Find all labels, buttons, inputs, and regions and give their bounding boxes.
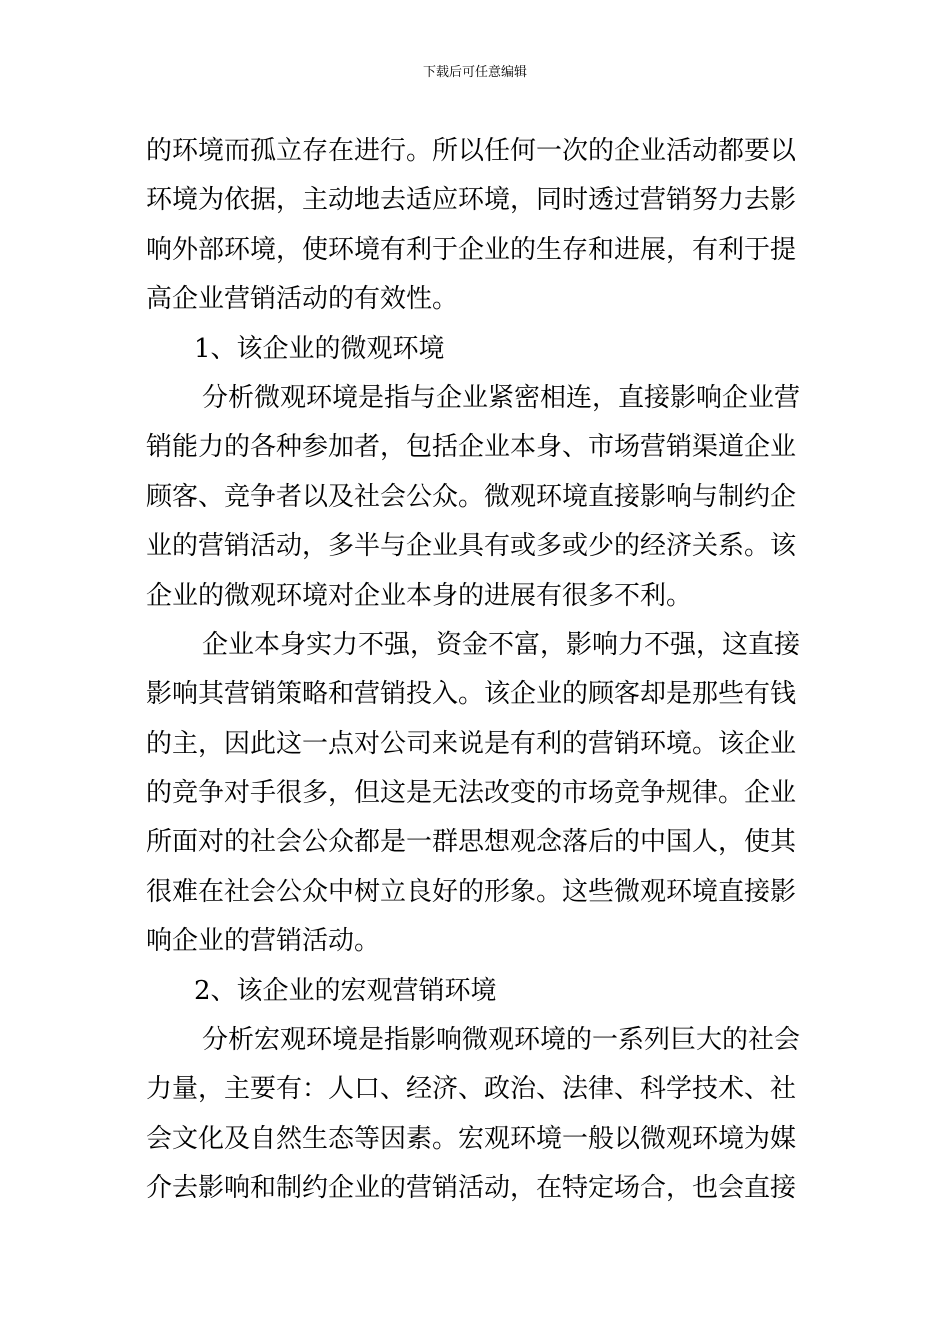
text-line: 企业的微观环境对企业本身的进展有很多不利。 [146, 580, 693, 611]
text-line: 销能力的各种参加者，包括企业本身、市场营销渠道企业 [146, 432, 797, 463]
text-line: 响外部环境，使环境有利于企业的生存和进展，有利于提 [146, 234, 797, 265]
text-line: 企业本身实力不强，资金不富，影响力不强，这直接 [202, 629, 801, 660]
text-line: 高企业营销活动的有效性。 [146, 284, 459, 315]
section-heading: 1、该企业的微观环境 [194, 333, 445, 364]
text-line: 分析微观环境是指与企业紧密相连，直接影响企业营 [202, 382, 801, 413]
text-line: 顾客、竞争者以及社会公众。微观环境直接影响与制约企 [146, 481, 797, 512]
text-line: 的竞争对手很多，但这是无法改变的市场竞争规律。企业 [146, 778, 797, 809]
page-header: 下载后可任意编辑 [422, 65, 527, 80]
section-heading: 2、该企业的宏观营销环境 [194, 975, 497, 1006]
text-line: 的环境而孤立存在进行。所以任何一次的企业活动都要以 [146, 136, 797, 166]
text-line: 所面对的社会公众都是一群思想观念落后的中国人，使其 [146, 827, 797, 858]
text-line: 会文化及自然生态等因素。宏观环境一般以微观环境为媒 [146, 1123, 797, 1154]
text-line: 分析宏观环境是指影响微观环境的一系列巨大的社会 [202, 1025, 801, 1056]
text-line: 很难在社会公众中树立良好的形象。这些微观环境直接影 [146, 876, 797, 907]
text-line: 介去影响和制约企业的营销活动，在特定场合，也会直接 [146, 1173, 797, 1204]
text-line: 影响其营销策略和营销投入。该企业的顾客却是那些有钱 [146, 679, 797, 710]
text-line: 力量，主要有：人口、经济、政治、法律、科学技术、社 [146, 1074, 797, 1105]
text-line: 业的营销活动，多半与企业具有或多或少的经济关系。该 [146, 531, 797, 562]
text-line: 响企业的营销活动。 [146, 926, 381, 957]
text-line: 环境为依据，主动地去适应环境，同时透过营销努力去影 [146, 185, 797, 216]
text-line: 的主，因此这一点对公司来说是有利的营销环境。该企业 [146, 728, 797, 759]
document-body [146, 127, 806, 1214]
